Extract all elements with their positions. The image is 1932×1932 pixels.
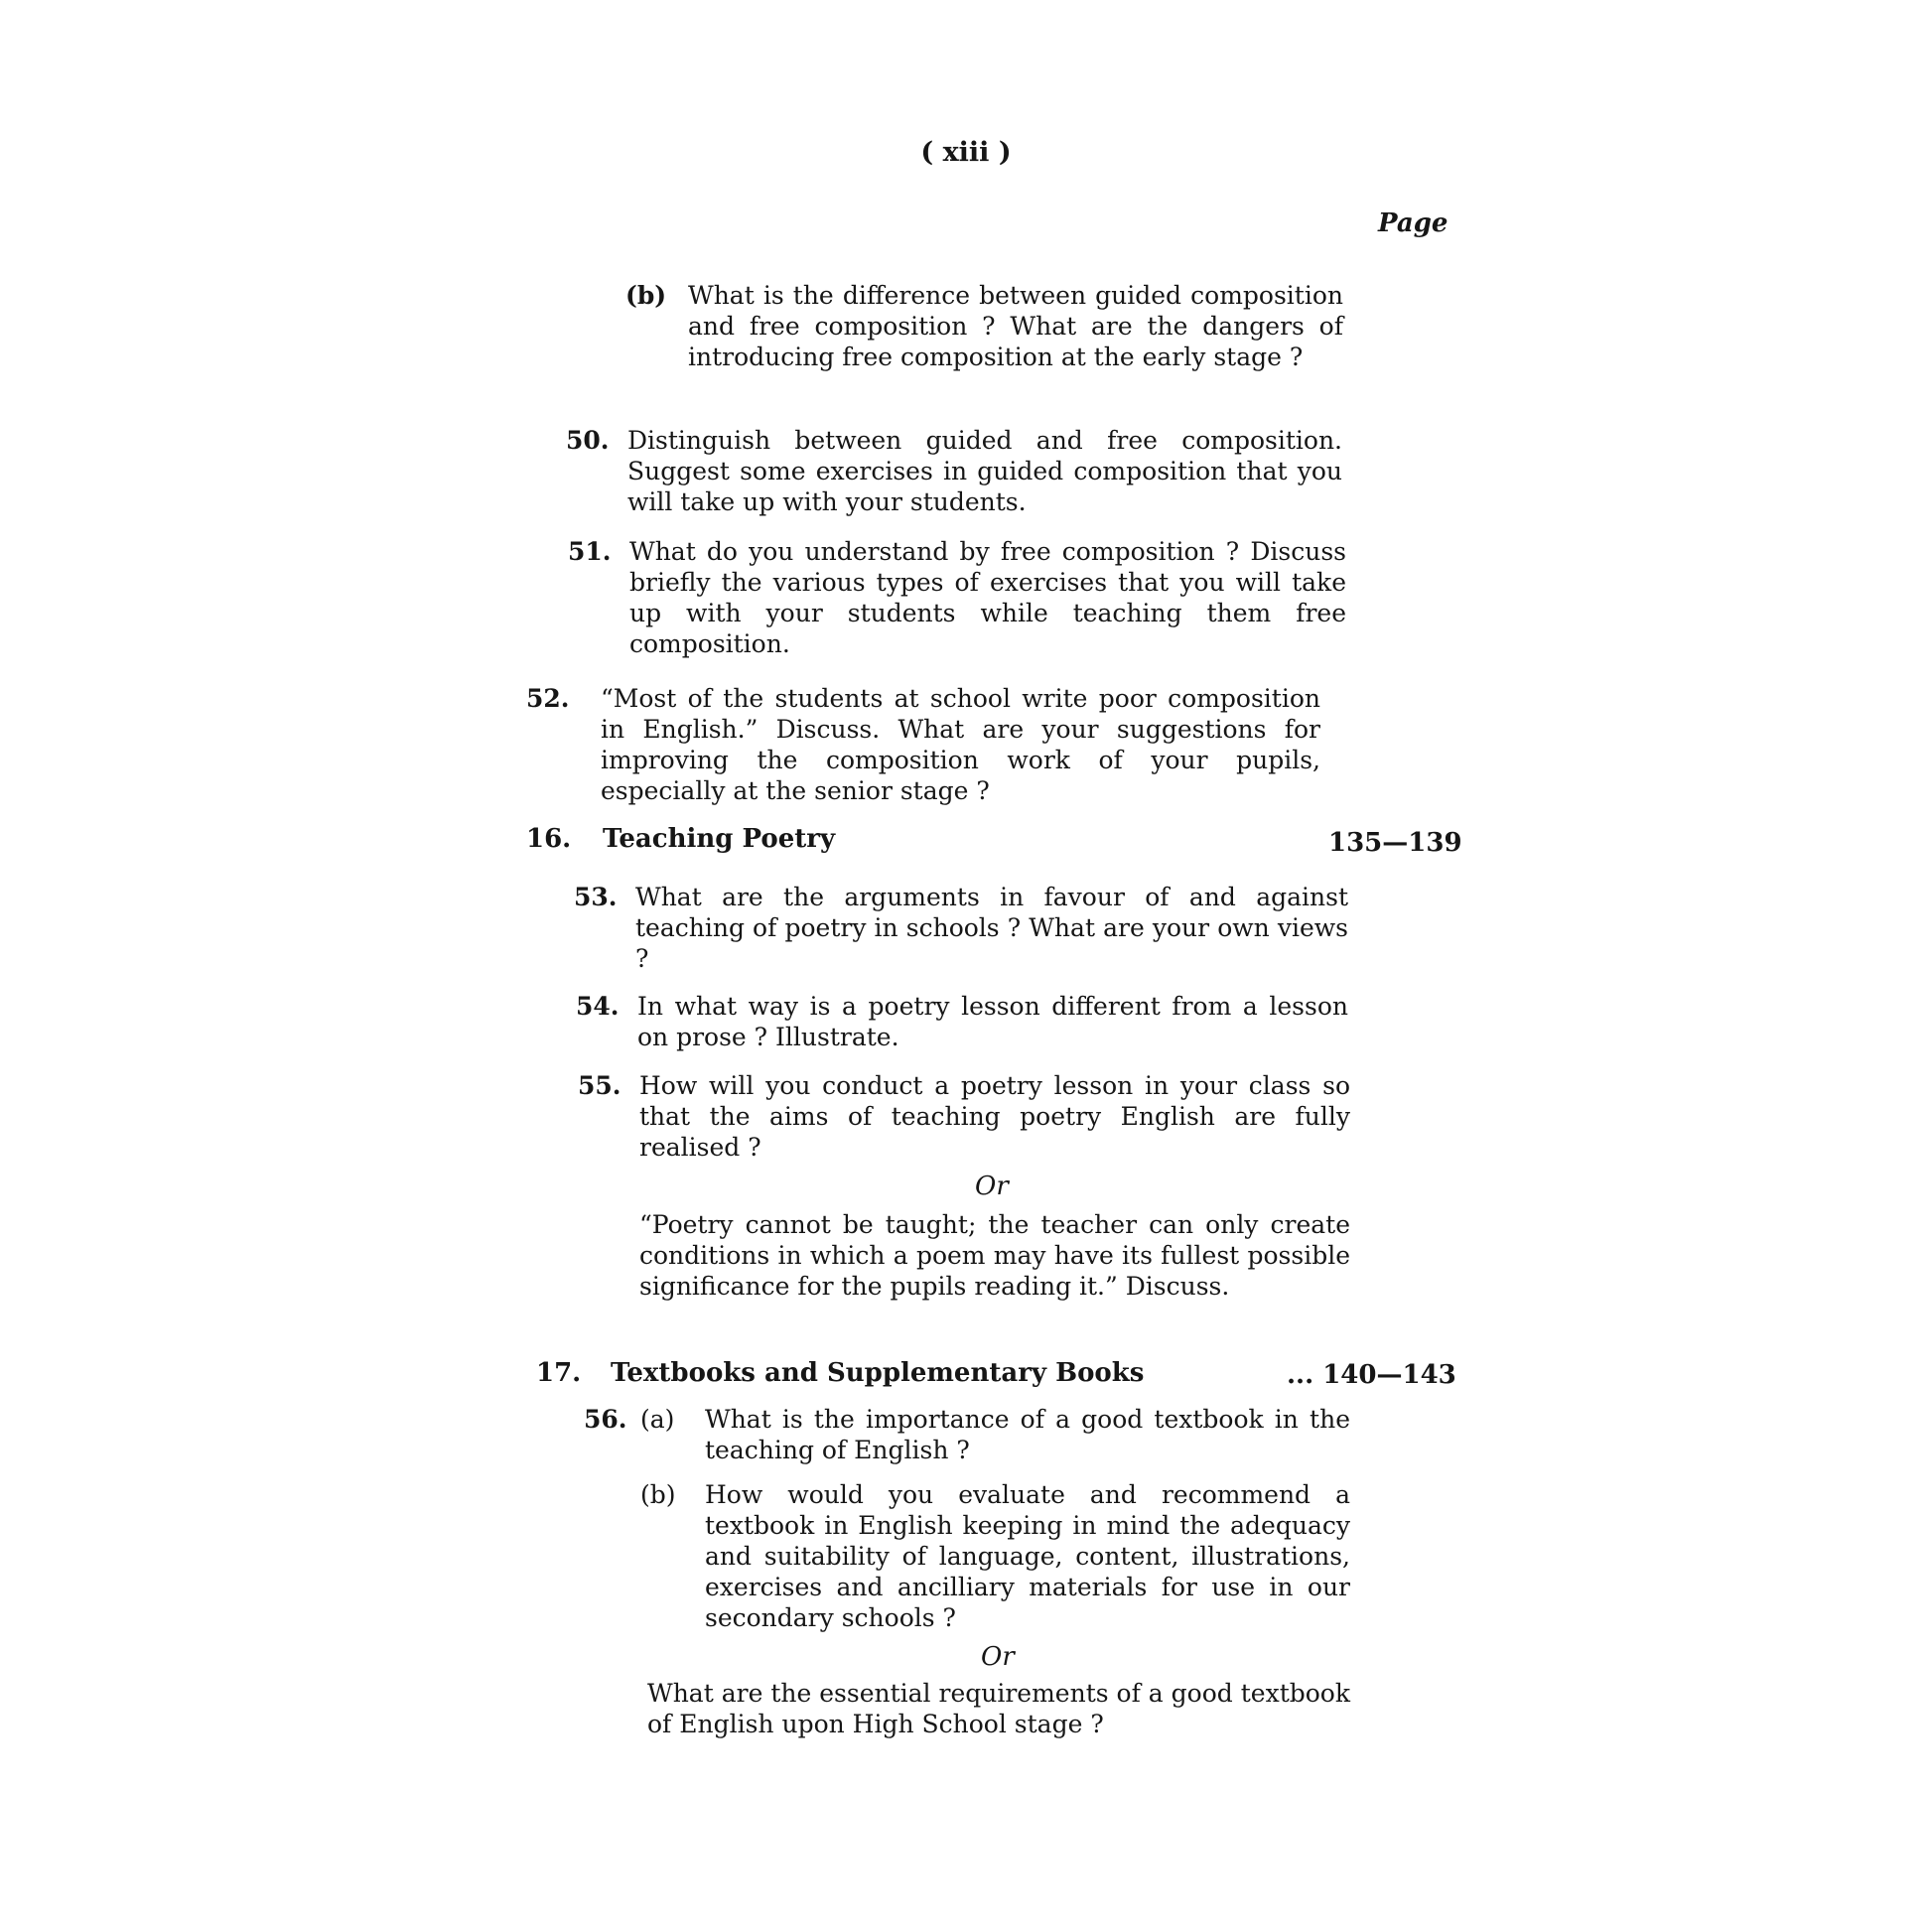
question-55-alternative: “Poetry cannot be taught; the teacher can only create conditions in which a poem may have its fullest possible significance for the pupils reading it.” Discuss. [639, 1210, 1350, 1301]
chapter-17-title: Textbooks and Supplementary Books [611, 1358, 1145, 1388]
question-51-number: 51. [568, 537, 612, 566]
question-52-text: “Most of the students at school write poor composition in English.” Discuss. What are your suggestions for improving the composition work of your pupils, especially at the senior stage ? [601, 684, 1320, 805]
chapter-16-title: Teaching Poetry [603, 824, 836, 854]
question-53-number: 53. [574, 883, 618, 911]
chapter-17-pages: ... 140—143 [1287, 1360, 1456, 1390]
question-50-number: 50. [566, 426, 610, 455]
question-55-or: Or [975, 1172, 1009, 1201]
question-56a-label: (a) [640, 1405, 675, 1434]
question-49b-text: What is the difference between guided composition and free composition ? What are the dangers of introducing free composition at the early stage ? [688, 281, 1343, 371]
question-56-or: Or [981, 1642, 1015, 1672]
question-54-text: In what way is a poetry lesson different from a lesson on prose ? Illustrate. [637, 992, 1348, 1051]
chapter-16-pages: 135—139 [1328, 828, 1462, 858]
question-56b-text: How would you evaluate and recommend a textbook in English keeping in mind the adequacy and suitability of language, content, illustrations, exercises and ancilliary materials for use in our secondary schools ? [705, 1480, 1350, 1632]
question-50-text: Distinguish between guided and free composition. Suggest some exercises in guided composition that you will take up with your students. [627, 426, 1342, 516]
question-49b-label: (b) [625, 281, 667, 310]
question-55-number: 55. [578, 1071, 621, 1100]
question-51-text: What do you understand by free composition ? Discuss briefly the various types of exercises that you will take up with your students while teaching them free composition. [629, 537, 1346, 658]
question-54-number: 54. [576, 992, 620, 1021]
page-column-label: Page [1378, 208, 1449, 238]
chapter-16-number: 16. [526, 824, 572, 854]
question-56-number: 56. [584, 1405, 627, 1434]
question-53-text: What are the arguments in favour of and against teaching of poetry in schools ? What are your own views ? [635, 883, 1348, 973]
chapter-17-number: 17. [536, 1358, 582, 1388]
page-number: ( xiii ) [920, 137, 1012, 168]
question-56b-label: (b) [640, 1480, 676, 1509]
question-55-text: How will you conduct a poetry lesson in your class so that the aims of teaching poetry English are fully realised ? [639, 1071, 1350, 1162]
question-56-alternative: What are the essential requirements of a good textbook of English upon High School stage ? [647, 1679, 1350, 1738]
question-56a-text: What is the importance of a good textbook in the teaching of English ? [705, 1405, 1350, 1464]
question-52-number: 52. [526, 684, 570, 713]
